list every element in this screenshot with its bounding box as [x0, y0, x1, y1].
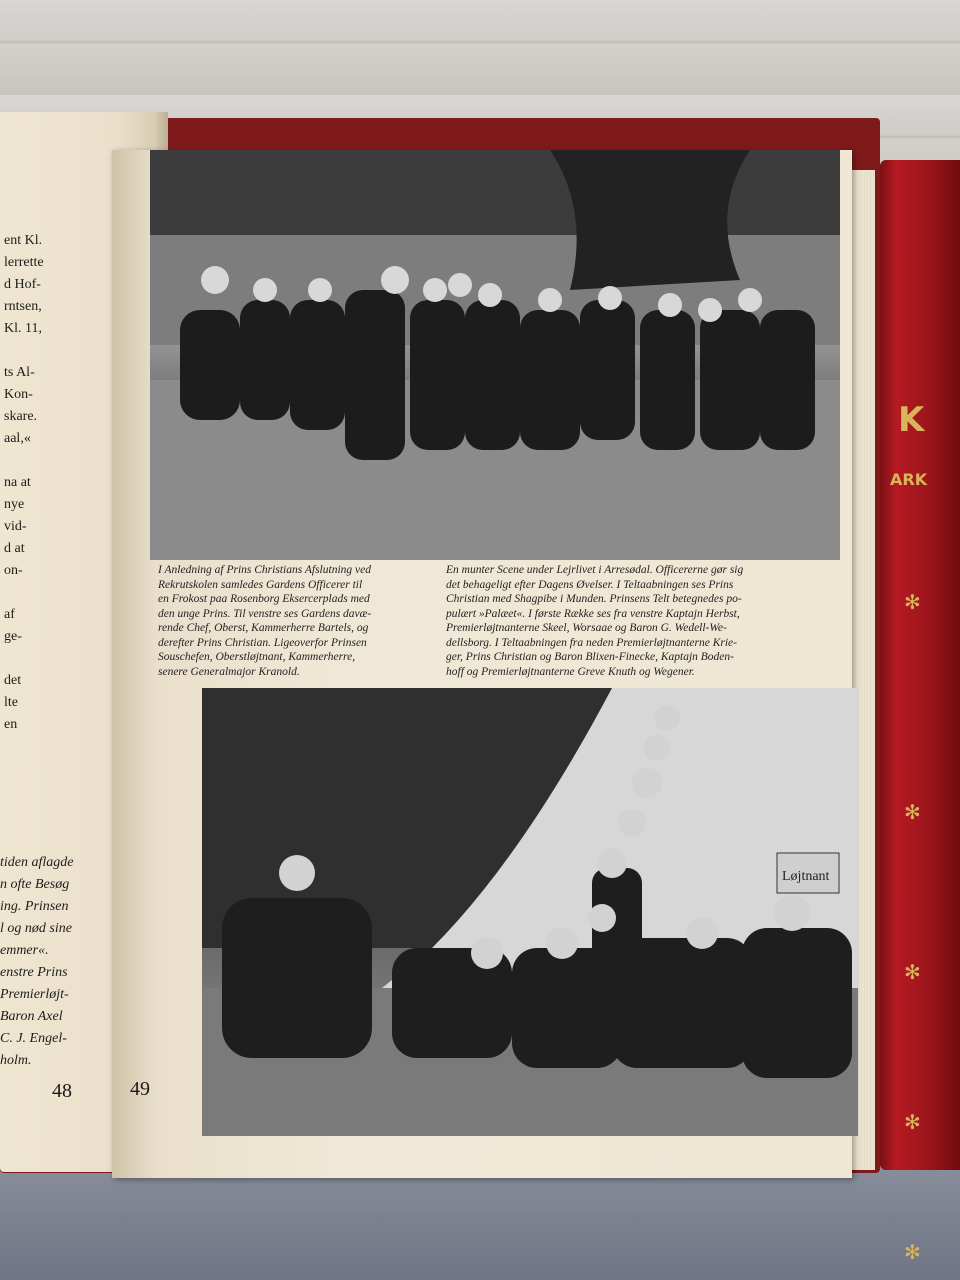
text-line: dellsborg. I Teltaabningen fra neden Premierløjtnanterne Krie- [446, 636, 737, 649]
text-line: hoff og Premierløjtnanterne Greve Knuth og Wegener. [446, 665, 695, 678]
text-line: det behageligt efter Dagens Øvelser. I Teltaabningen ses Prins [446, 578, 734, 591]
spine-ornament: K [898, 400, 925, 440]
text-line: Rekrutskolen samledes Gardens Officerer til [158, 578, 363, 591]
photo-officers-tent [202, 688, 858, 1136]
text-line [4, 648, 44, 670]
text-line: vid- [4, 519, 27, 534]
sign-text: Løjtnant [782, 869, 830, 884]
left-page-text-top [4, 230, 44, 736]
text-line: on- [4, 563, 23, 578]
text-line: den unge Prins. Til venstre ses Gardens davæ- [158, 607, 372, 620]
caption-camp-photo [446, 563, 844, 679]
text-line: ge- [4, 629, 22, 644]
text-line: ing. Prinsen [0, 899, 69, 914]
text-line: en Frokost paa Rosenborg Eksercerplads med [158, 593, 370, 605]
text-line: en [4, 717, 18, 732]
text-line [4, 340, 44, 362]
caption-lunch-photo [158, 563, 438, 679]
text-line: Souschefen, Oberstløjtnant, Kammerherre, [158, 651, 356, 663]
spine-ornament: ✻ [904, 1240, 921, 1264]
text-line: rende Chef, Oberst, Kammerherre Bartels, og [158, 622, 369, 634]
text-line: det [4, 673, 22, 688]
text-line: ger, Prins Christian og Baron Blixen-Finecke, Kaptajn Boden- [446, 651, 734, 663]
text-line: C. J. Engel- [0, 1031, 67, 1046]
text-line: holm. [0, 1053, 32, 1068]
text-line: Kon- [4, 387, 33, 402]
text-line: skare. [4, 409, 38, 424]
red-book-spine [880, 160, 960, 1264]
text-line: nye [4, 497, 25, 512]
text-line: n ofte Besøg [0, 877, 70, 892]
text-line: Premierløjtnanterne Skeel, Worsaae og Baron G. Wedell-We- [446, 622, 727, 634]
text-line: l og nød sine [0, 921, 72, 936]
text-line [4, 450, 44, 472]
text-line: ent Kl. [4, 233, 43, 248]
spine-ornament: ✻ [904, 800, 921, 824]
left-page-text-bottom [0, 852, 74, 1072]
text-line: na at [4, 475, 31, 490]
text-line: Kl. 11, [4, 321, 42, 336]
text-line: I Anledning af Prins Christians Afslutning ved [158, 564, 371, 576]
photo-officers-lunch [150, 150, 840, 560]
text-line: aal,« [4, 431, 31, 446]
text-line: ts Al- [4, 365, 35, 380]
text-line: lerrette [4, 255, 44, 270]
text-line: pulært »Palæet«. I første Række ses fra venstre Kaptajn Herbst, [446, 607, 740, 620]
page-number-48: 48 [52, 1080, 72, 1102]
page-number-49: 49 [130, 1078, 150, 1100]
spine-title: ARK [890, 470, 928, 489]
text-line: En munter Scene under Lejrlivet i Arresødal. Officererne gør sig [446, 564, 744, 576]
text-line: Premierløjt- [0, 987, 69, 1002]
text-line: d Hof- [4, 277, 41, 292]
text-line: af [4, 607, 15, 622]
text-line: tiden aflagde [0, 855, 74, 870]
text-line: rntsen, [4, 299, 42, 314]
text-line: d at [4, 541, 25, 556]
text-line: senere Generalmajor Kranold. [158, 665, 300, 678]
text-line: Baron Axel [0, 1009, 63, 1024]
text-line: emmer«. [0, 943, 49, 958]
spine-ornament: ✻ [904, 1110, 921, 1134]
text-line: derefter Prins Christian. Ligeoverfor Prinsen [158, 636, 367, 649]
spine-ornament: ✻ [904, 590, 921, 614]
text-line: Christian med Shagpibe i Munden. Prinsens Telt betegnedes po- [446, 593, 742, 605]
text-line: enstre Prins [0, 965, 68, 980]
spine-ornament: ✻ [904, 960, 921, 984]
text-line: lte [4, 695, 18, 710]
text-line [4, 582, 44, 604]
